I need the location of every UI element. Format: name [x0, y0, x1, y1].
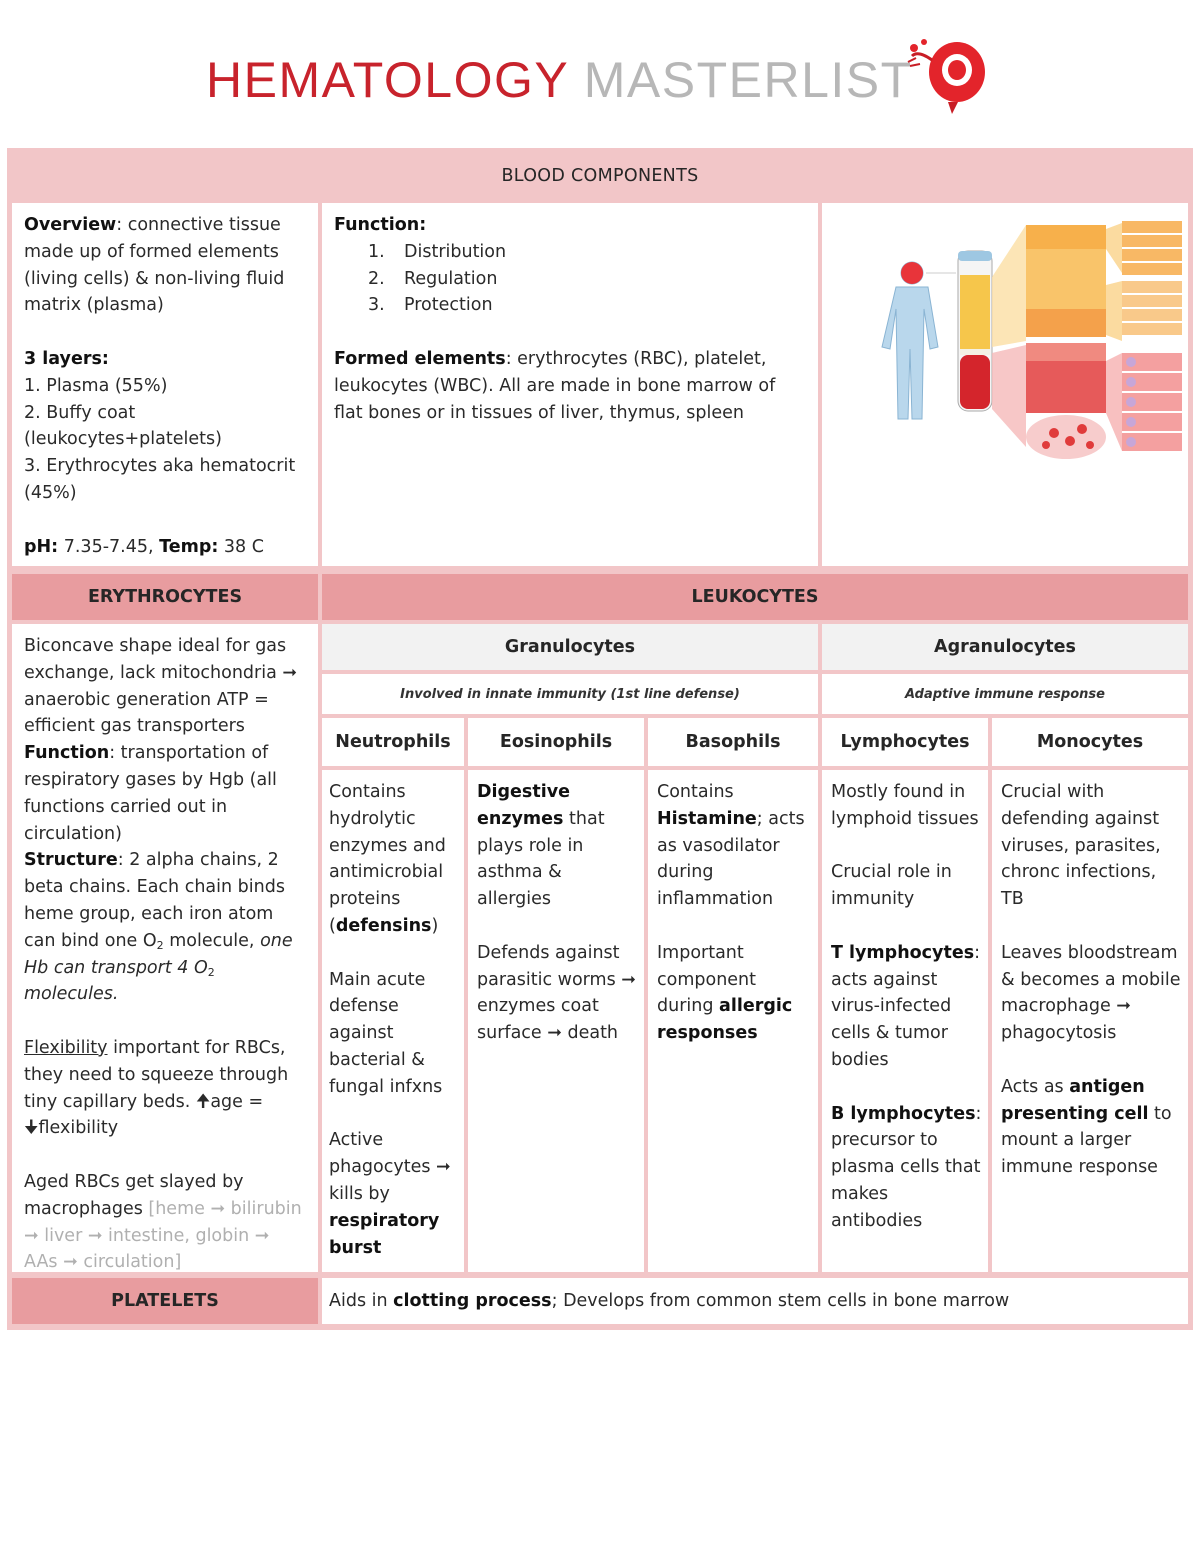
title-area [0, 36, 1200, 126]
blood-components-header [12, 153, 1188, 199]
lymphocytes-cell: Mostly found in lymphoid tissues Crucial role in immunity T lymphocytes: acts against virus-infected cells & tumor bodies B lymphocytes: precursor to plasma cells that makes antibodies [822, 770, 988, 1272]
erythrocytes-header [12, 574, 318, 620]
ph-temp-line [24, 534, 306, 561]
layers-label: 3 layers: [24, 348, 109, 369]
erythrocytes-flexibility: Flexibility important for RBCs, they need to squeeze through tiny capillary beds. 🠉age = 🠋flexibility [24, 1037, 289, 1139]
granulocytes-note: Involved in innate immunity (1st line defense) [322, 674, 818, 714]
erythrocytes-aged: Aged RBCs get slayed by macrophages [heme ➞ bilirubin ➞ liver ➞ intestine, globin ➞ AAs ➞ circulation] [24, 1171, 302, 1273]
monocytes-cell: Crucial with defending against viruses, parasites, chronc infections, TB Leaves bloodstream & becomes a mobile macrophage ➞ phagocytosis Acts as antigen presenting cell to mount a larger immune response [992, 770, 1188, 1272]
leukocytes-header-label: LEUKOCYTES [691, 587, 819, 607]
formed-elements-label: Formed elements [334, 348, 506, 369]
hematology-table [7, 148, 1193, 1330]
monocytes-header: Monocytes [992, 718, 1188, 766]
blood-components-header-label: BLOOD COMPONENTS [501, 166, 699, 186]
neutrophils-cell: Contains hydrolytic enzymes and antimicrobial proteins (defensins) Main acute defense against bacterial & fungal infxns Active phagocytes ➞ kills by respiratory burst [322, 770, 464, 1272]
agranulocytes-note: Adaptive immune response [822, 674, 1188, 714]
blood-composition-figure [834, 215, 1184, 471]
agranulocytes-header: Agranulocytes [822, 624, 1188, 670]
page-title [206, 50, 913, 110]
function-label: Function: [334, 215, 427, 235]
ph-value: 7.35-7.45, [58, 536, 160, 557]
blood-composition-figure-cell [822, 203, 1188, 566]
function-item: 3. Protection [368, 295, 493, 316]
function-item: 1. Distribution [368, 241, 507, 262]
lymphocytes-header: Lymphocytes [822, 718, 988, 766]
formed-elements-paragraph [334, 346, 806, 426]
leukocytes-header [322, 574, 1188, 620]
basophils-header: Basophils [648, 718, 818, 766]
blood-cell-icon [902, 18, 992, 118]
title-word-hematology: HEMATOLOGY [206, 52, 569, 108]
function-list [334, 239, 806, 319]
ph-label: pH: [24, 536, 59, 557]
platelets-header: PLATELETS [12, 1278, 318, 1324]
basophils-cell: Contains Histamine; acts as vasodilator during inflammation Important component during allergic responses [648, 770, 818, 1272]
temp-label: Temp: [159, 536, 219, 557]
overview-paragraph [24, 212, 306, 319]
overview-label: Overview [24, 215, 117, 235]
eosinophils-cell: Digestive enzymes that plays role in asthma & allergies Defends against parasitic worms ➞ enzymes coat surface ➞ death [468, 770, 644, 1272]
function-cell [322, 203, 818, 566]
overview-text: : connective tissue made up of formed elements (living cells) & non-living fluid matrix (plasma) [24, 215, 285, 316]
erythrocytes-cell [12, 624, 318, 1272]
granulocytes-header: Granulocytes [322, 624, 818, 670]
erythrocytes-structure: Structure: 2 alpha chains, 2 beta chains. Each chain binds heme group, each iron atom can bind one $O_2$ molecule, one Hb can transport 4 $O_2$ molecules. [24, 850, 293, 1005]
formed-elements-text: : erythrocytes (RBC), platelet, leukocytes (WBC). All are made in bone marrow of flat bones or in tissues of liver, thymus, spleen [334, 348, 776, 423]
neutrophils-header: Neutrophils [322, 718, 464, 766]
layer-item: 2. Buffy coat (leukocytes+platelets) [24, 402, 222, 450]
erythrocytes-intro: Biconcave shape ideal for gas exchange, lack mitochondria ➞ anaerobic generation ATP = efficient gas transporters [24, 636, 298, 737]
platelets-cell: Aids in clotting process; Develops from common stem cells in bone marrow [322, 1278, 1188, 1324]
layer-item: 1. Plasma (55%) [24, 375, 168, 396]
overview-cell [12, 203, 318, 566]
erythrocytes-header-label: ERYTHROCYTES [87, 587, 243, 607]
erythrocytes-function: Function: transportation of respiratory gases by Hgb (all functions carried out in circulation) [24, 743, 277, 844]
eosinophils-header: Eosinophils [468, 718, 644, 766]
function-item: 2. Regulation [368, 268, 498, 289]
layer-item: 3. Erythrocytes aka hematocrit (45%) [24, 456, 296, 503]
temp-value: 38 C [218, 536, 264, 557]
title-word-masterlist: MASTERLIST [583, 52, 913, 108]
